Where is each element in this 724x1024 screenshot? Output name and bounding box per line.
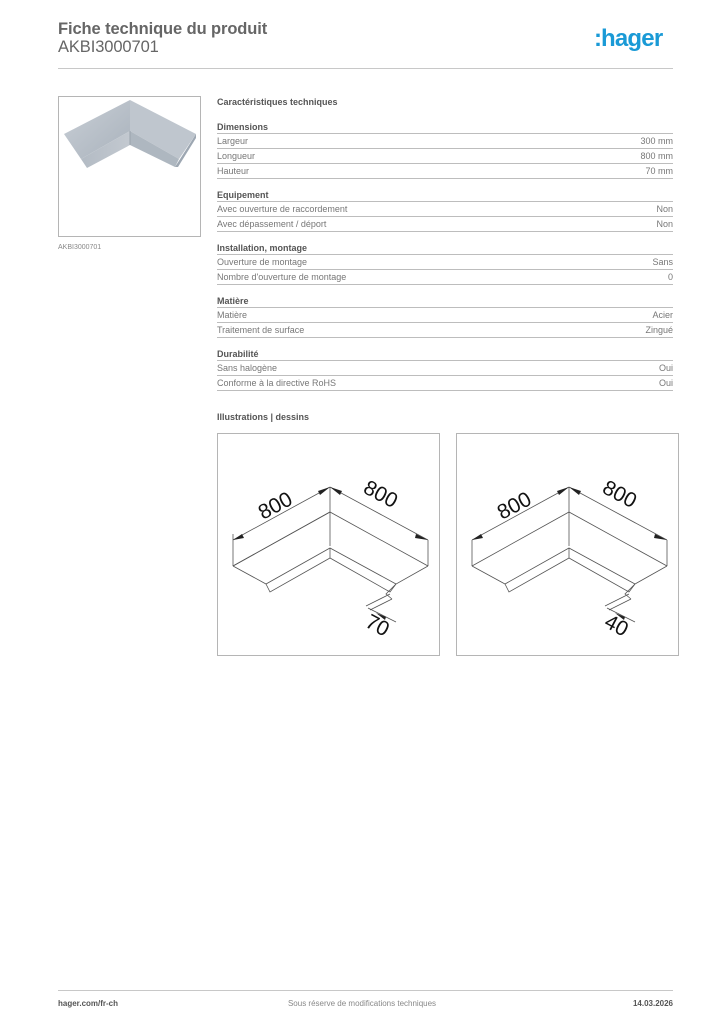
spec-label: Longueur [217, 151, 256, 161]
spec-label: Sans halogène [217, 363, 278, 373]
footer-divider [58, 990, 673, 991]
spec-value: 800 mm [640, 151, 673, 161]
hager-logo [594, 27, 662, 51]
spec-label: Conforme à la directive RoHS [217, 378, 337, 388]
spec-value: 300 mm [640, 136, 673, 146]
spec-label: Largeur [217, 136, 249, 146]
spec-label: Hauteur [217, 166, 250, 176]
spec-value: Sans [652, 257, 673, 267]
spec-value: Non [656, 204, 673, 214]
spec-label: Avec ouverture de raccordement [217, 204, 348, 214]
spec-group-matiere [217, 295, 673, 338]
dim-right-label: 800 [598, 476, 641, 513]
page-title: Fiche technique du produit [58, 20, 268, 38]
spec-group-title: Equipement [217, 189, 673, 202]
spec-row [217, 164, 673, 179]
spec-group-equipement [217, 189, 673, 232]
spec-value: Oui [658, 378, 673, 388]
spec-label: Matière [217, 310, 248, 320]
spec-value: Non [656, 219, 673, 229]
spec-value: Oui [658, 363, 673, 373]
spec-group-title: Installation, montage [217, 242, 673, 255]
spec-label: Traitement de surface [217, 325, 305, 335]
technical-specs [217, 96, 673, 401]
spec-value: Zingué [645, 325, 673, 335]
spec-row [217, 270, 673, 285]
spec-row [217, 149, 673, 164]
spec-value: 0 [667, 272, 673, 282]
spec-value: 70 mm [645, 166, 673, 176]
product-image [58, 96, 201, 237]
spec-group-title: Durabilité [217, 348, 673, 361]
spec-row [217, 255, 673, 270]
spec-group-durabilite [217, 348, 673, 391]
spec-row [217, 376, 673, 391]
product-image-caption: AKBI3000701 [58, 244, 102, 251]
dim-left-label: 800 [254, 487, 297, 525]
spec-group-dimensions [217, 121, 673, 179]
dim-left-label: 800 [493, 487, 536, 525]
technical-drawing-2 [456, 433, 679, 656]
spec-group-installation [217, 242, 673, 285]
spec-row [217, 217, 673, 232]
dimension-drawing-icon [457, 434, 678, 655]
logo-colon: : [594, 25, 601, 52]
dim-height-label: 70 [361, 610, 394, 642]
specs-title: Caractéristiques techniques [217, 97, 338, 107]
footer-disclaimer: Sous réserve de modifications techniques [287, 999, 437, 1008]
spec-row [217, 308, 673, 323]
logo-text: hager [601, 25, 663, 52]
spec-label: Ouverture de montage [217, 257, 308, 267]
cable-tray-corner-image-icon [59, 97, 200, 236]
spec-group-title: Matière [217, 295, 673, 308]
spec-group-title: Dimensions [217, 121, 673, 134]
spec-row [217, 202, 673, 217]
spec-row [217, 134, 673, 149]
dimension-drawing-icon [218, 434, 439, 655]
header-divider [58, 68, 673, 69]
spec-row [217, 323, 673, 338]
product-reference: AKBI3000701 [58, 38, 159, 56]
technical-drawing-1 [217, 433, 440, 656]
spec-value: Acier [652, 310, 673, 320]
illustrations-title: Illustrations | dessins [217, 412, 310, 422]
dim-right-label: 800 [359, 476, 402, 513]
footer-date: 14.03.2026 [632, 999, 673, 1008]
spec-row [217, 361, 673, 376]
footer-website: hager.com/fr-ch [58, 999, 119, 1008]
dim-height-label: 40 [600, 610, 633, 642]
spec-label: Nombre d'ouverture de montage [217, 272, 347, 282]
spec-label: Avec dépassement / déport [217, 219, 327, 229]
